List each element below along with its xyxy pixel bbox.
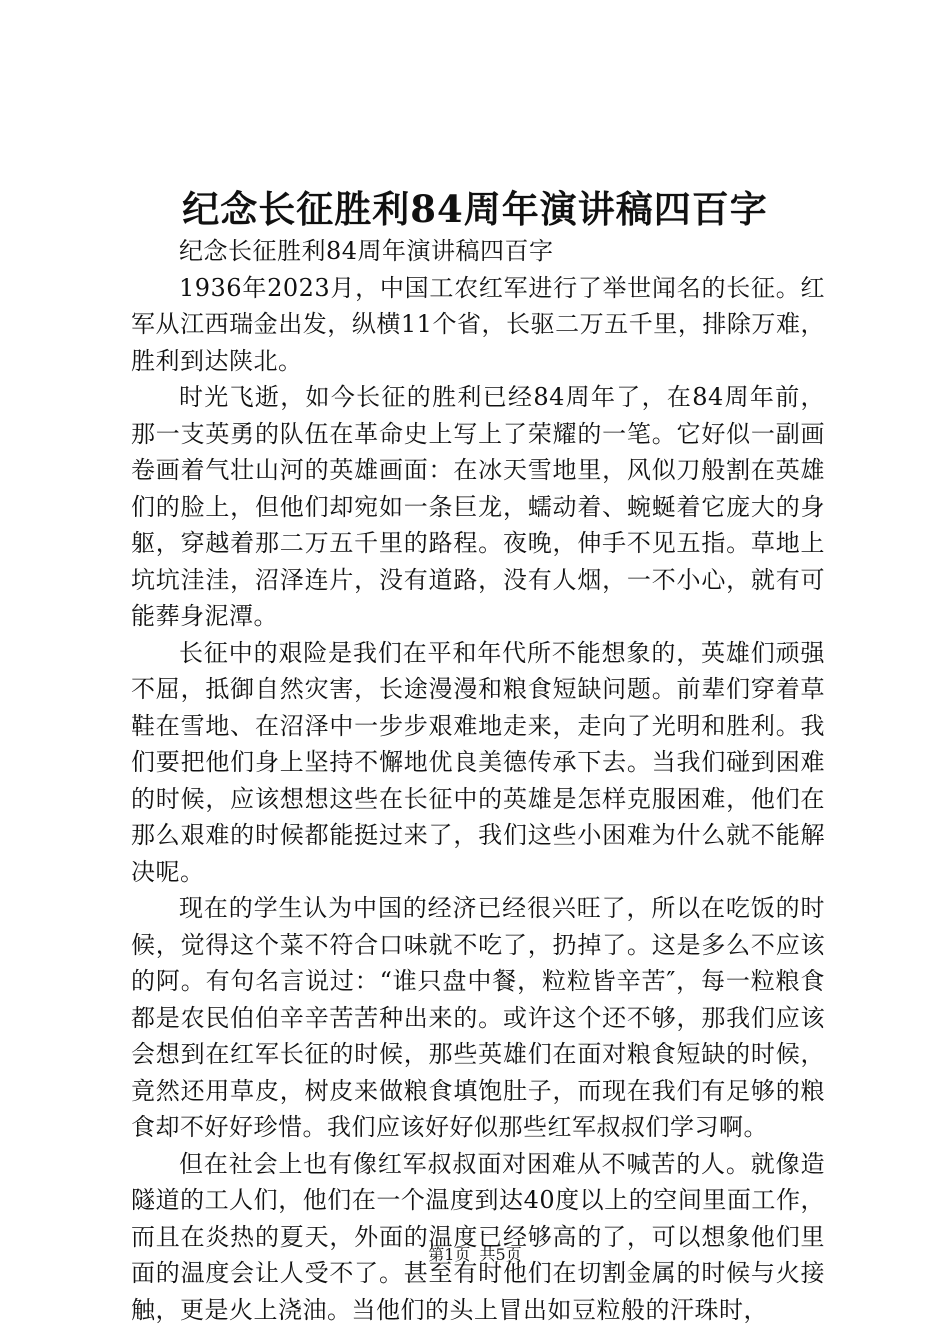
document-title: 纪念长征胜利84周年演讲稿四百字	[182, 187, 768, 231]
subtitle-paragraph: 纪念长征胜利84周年演讲稿四百字	[179, 237, 554, 265]
page-total: 共5页	[479, 1245, 522, 1264]
paragraph-1: 1936年2023月，中国工农红军进行了举世闻名的长征。红军从江西瑞金出发，纵横11个省，长驱二万五千里，排除万难，胜利到达陕北。	[131, 273, 825, 375]
paragraph-5: 但在社会上也有像红军叔叔面对困难从不喊苦的人。就像造隧道的工人们，他们在一个温度到达40度以上的空间里面工作，而且在炎热的夏天，外面的温度已经够高的了，可以想象他们里面的温度会让人受不了。甚至有时他们在切割金属的时候与火接触，更是火上浇油。当他们的头上冒出如豆粒般的汗珠时，	[131, 1149, 825, 1324]
paragraph-3: 长征中的艰险是我们在平和年代所不能想象的，英雄们顽强不屈，抵御自然灾害，长途漫漫和粮食短缺问题。前辈们穿着草鞋在雪地、在沼泽中一步步艰难地走来，走向了光明和胜利。我们要把他们身上坚持不懈地优良美德传承下去。当我们碰到困难的时候，应该想想这些在长征中的英雄是怎样克服困难，他们在那么艰难的时候都能挺过来了，我们这些小困难为什么就不能解决呢。	[131, 638, 825, 886]
page-number: 第1页	[428, 1245, 471, 1264]
page-footer	[0, 1244, 950, 1266]
document-body	[131, 233, 825, 1328]
paragraph-4: 现在的学生认为中国的经济已经很兴旺了，所以在吃饭的时候，觉得这个菜不符合口味就不吃了，扔掉了。这是多么不应该的阿。有句名言说过：“谁只盘中餐，粒粒皆辛苦″，每一粒粮食都是农民伯伯辛辛苦苦种出来的。或许这个还不够，那我们应该会想到在红军长征的时候，那些英雄们在面对粮食短缺的时候，竟然还用草皮，树皮来做粮食填饱肚子，而现在我们有足够的粮食却不好好珍惜。我们应该好好似那些红军叔叔们学习啊。	[131, 894, 825, 1141]
paragraph-2: 时光飞逝，如今长征的胜利已经84周年了，在84周年前，那一支英勇的队伍在革命史上写上了荣耀的一笔。它好似一副画卷画着气壮山河的英雄画面：在冰天雪地里，风似刀般割在英雄们的脸上，但他们却宛如一条巨龙，蠕动着、蜿蜒着它庞大的身躯，穿越着那二万五千里的路程。夜晚，伸手不见五指。草地上坑坑洼洼，沼泽连片，没有道路，没有人烟，一不小心，就有可能葬身泥潭。	[131, 383, 825, 630]
